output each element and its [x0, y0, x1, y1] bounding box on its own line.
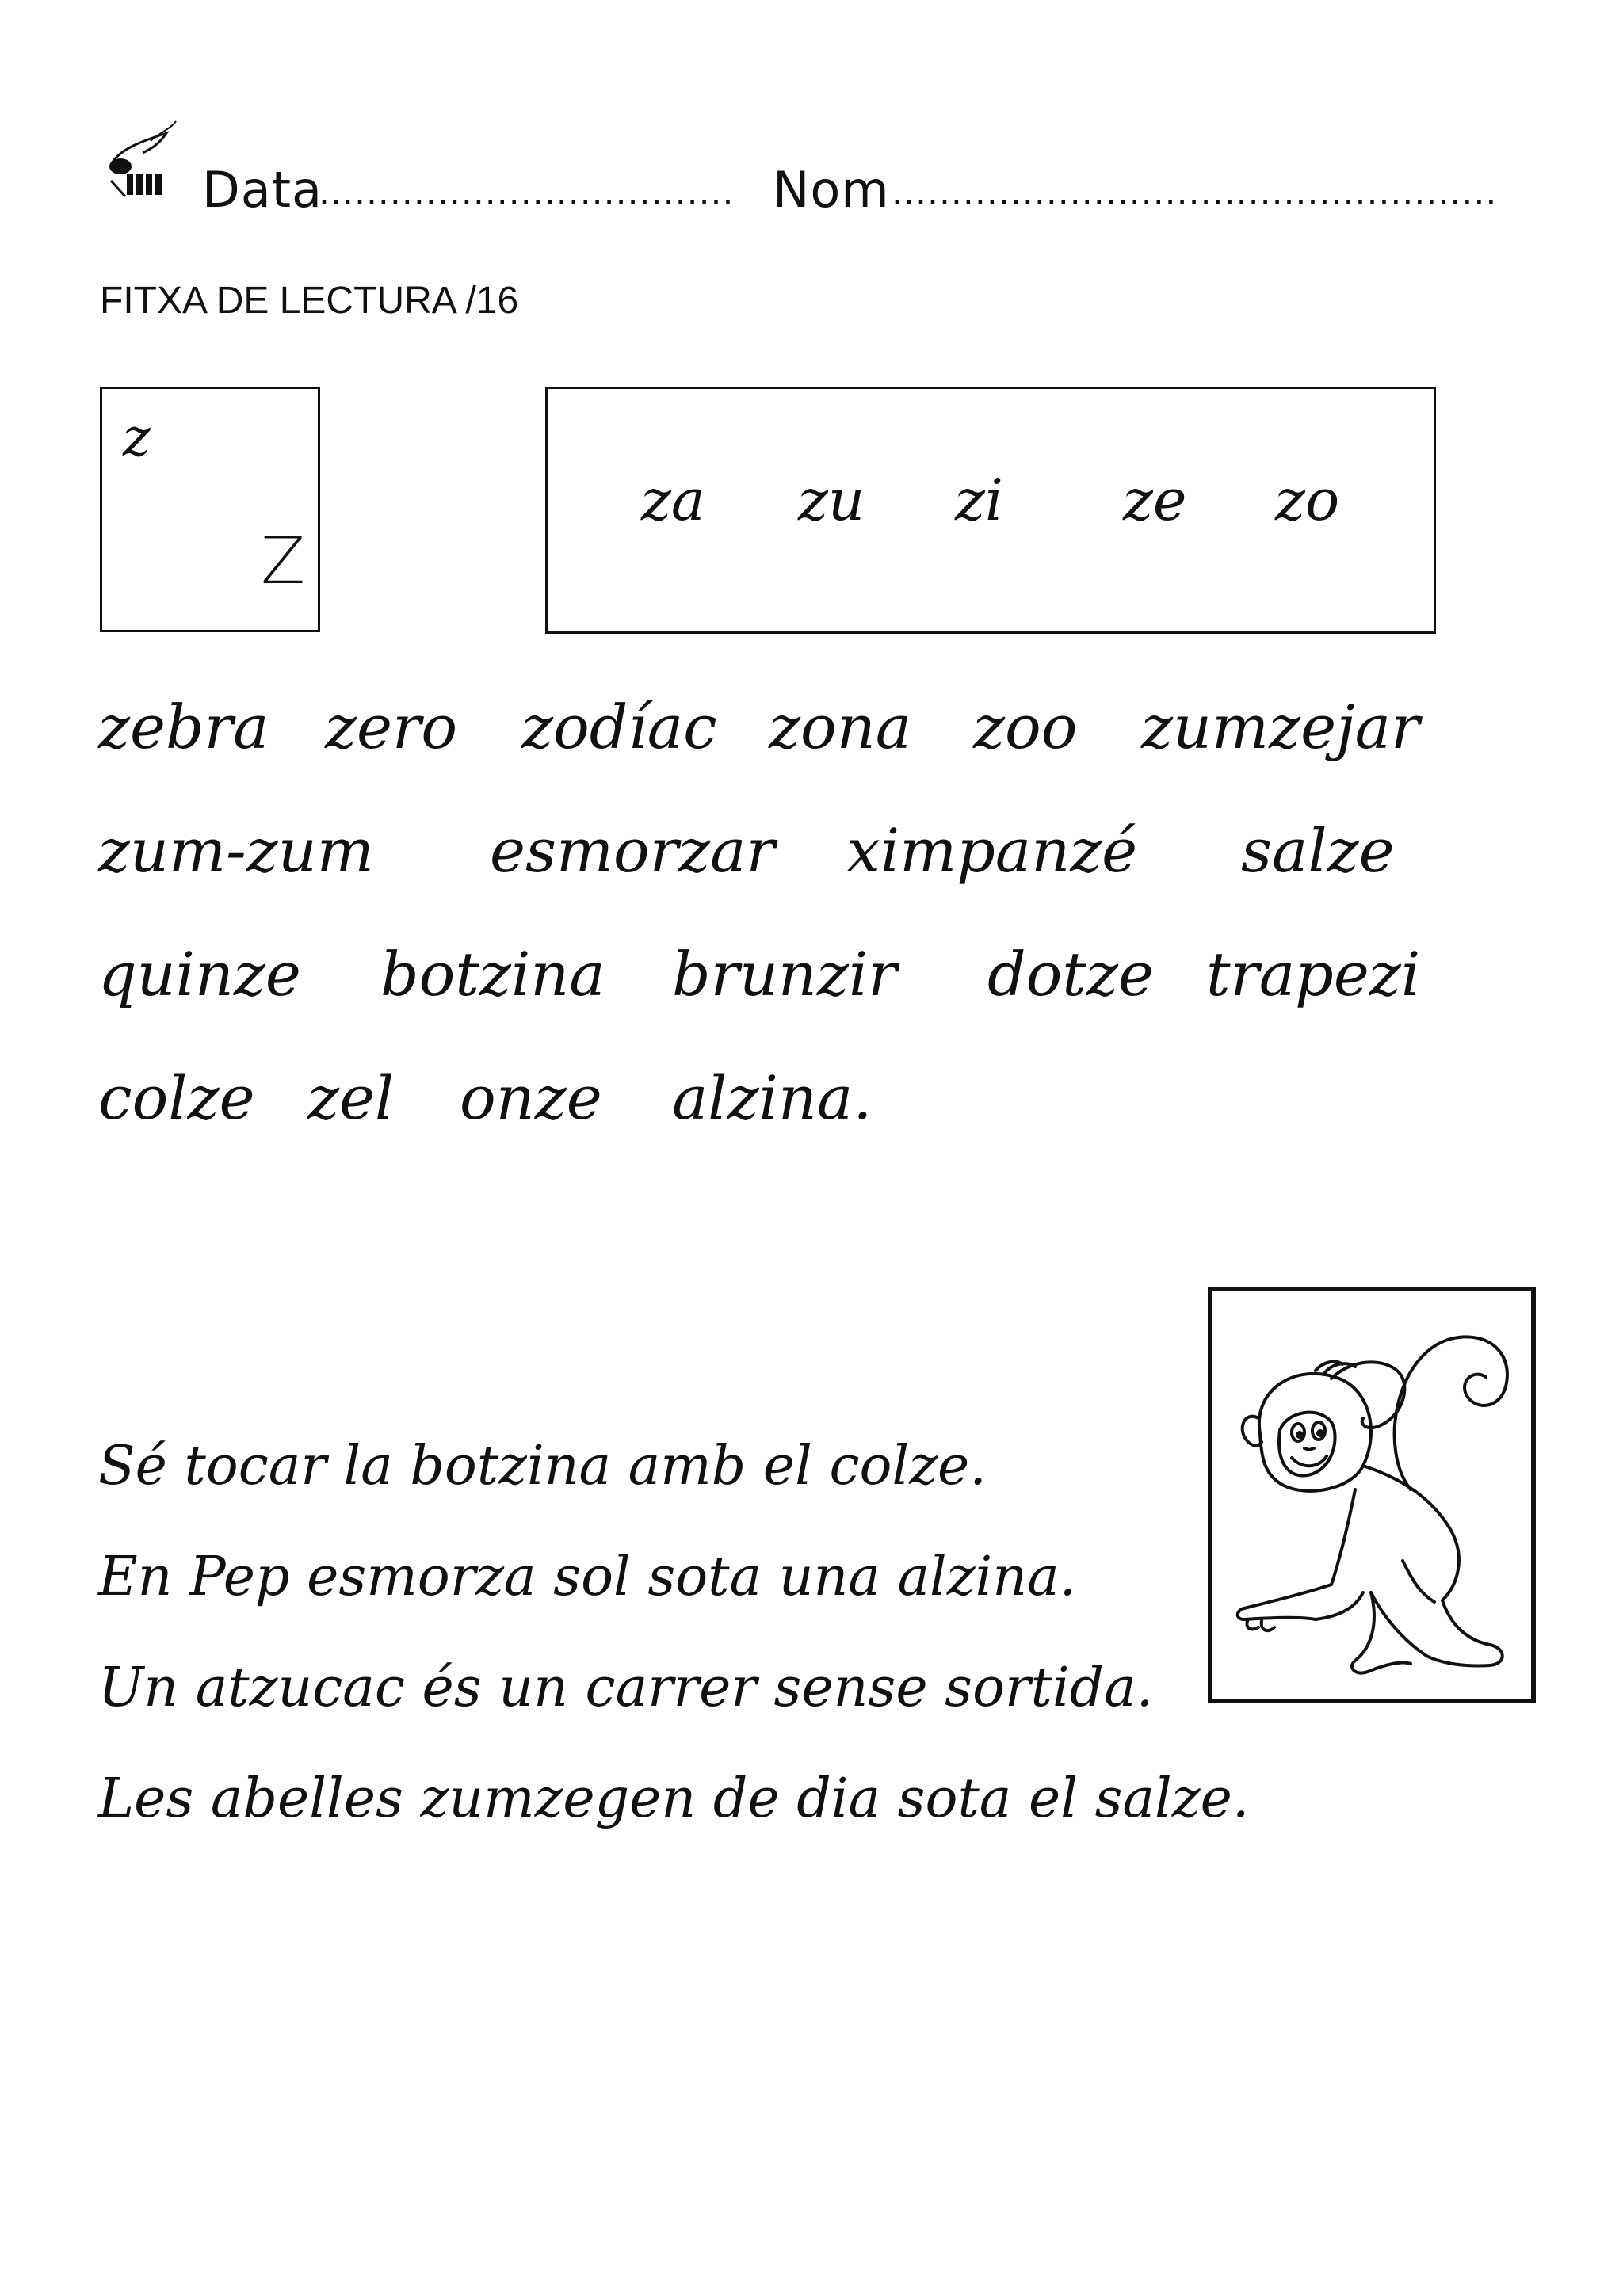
- syllable: ze: [1123, 467, 1187, 533]
- word: brunzir: [672, 939, 897, 1009]
- word: onze: [460, 1062, 602, 1133]
- sentence: En Pep esmorza sol sota una alzina.: [98, 1546, 1077, 1608]
- word: trapezi: [1206, 939, 1421, 1009]
- date-field[interactable]: ...................................: [319, 173, 735, 213]
- sheet-title: FITXA DE LECTURA /16: [100, 280, 519, 322]
- word: colze: [98, 1062, 255, 1133]
- syllable: za: [641, 467, 705, 533]
- syllable: zi: [955, 467, 1003, 533]
- date-label: Data: [202, 161, 323, 219]
- word: zodíac: [521, 692, 717, 762]
- word: zebra: [98, 692, 269, 762]
- word: alzina.: [672, 1062, 873, 1133]
- syllable: zo: [1275, 467, 1340, 533]
- sentence: Un atzucac és un carrer sense sortida.: [98, 1657, 1154, 1719]
- word: salze: [1241, 815, 1395, 886]
- letter-lowercase: z: [123, 407, 151, 468]
- word: zumzejar: [1141, 692, 1420, 762]
- name-label: Nom: [773, 161, 890, 219]
- word: zona: [769, 692, 912, 762]
- syllable: zu: [798, 467, 865, 533]
- name-field[interactable]: ...................................................: [892, 173, 1498, 213]
- word: zel: [307, 1062, 395, 1133]
- word: zero: [325, 692, 458, 762]
- monkey-picture-frame: [1208, 1287, 1536, 1703]
- school-logo-icon: [103, 117, 182, 204]
- letter-box: [100, 387, 320, 632]
- word: zoo: [973, 692, 1078, 762]
- word: quinze: [98, 939, 301, 1009]
- word: esmorzar: [490, 815, 775, 886]
- word: ximpanzé: [846, 815, 1138, 886]
- sentence: Les abelles zumzegen de dia sota el salze.: [98, 1768, 1250, 1830]
- word: botzina: [380, 939, 605, 1009]
- monkey-illustration: [1212, 1291, 1531, 1699]
- word: dotze: [987, 939, 1154, 1009]
- word: zum-zum: [98, 815, 374, 886]
- syllable-box: [545, 387, 1436, 634]
- letter-uppercase: Z: [261, 524, 306, 599]
- sentence: Sé tocar la botzina amb el colze.: [98, 1435, 987, 1497]
